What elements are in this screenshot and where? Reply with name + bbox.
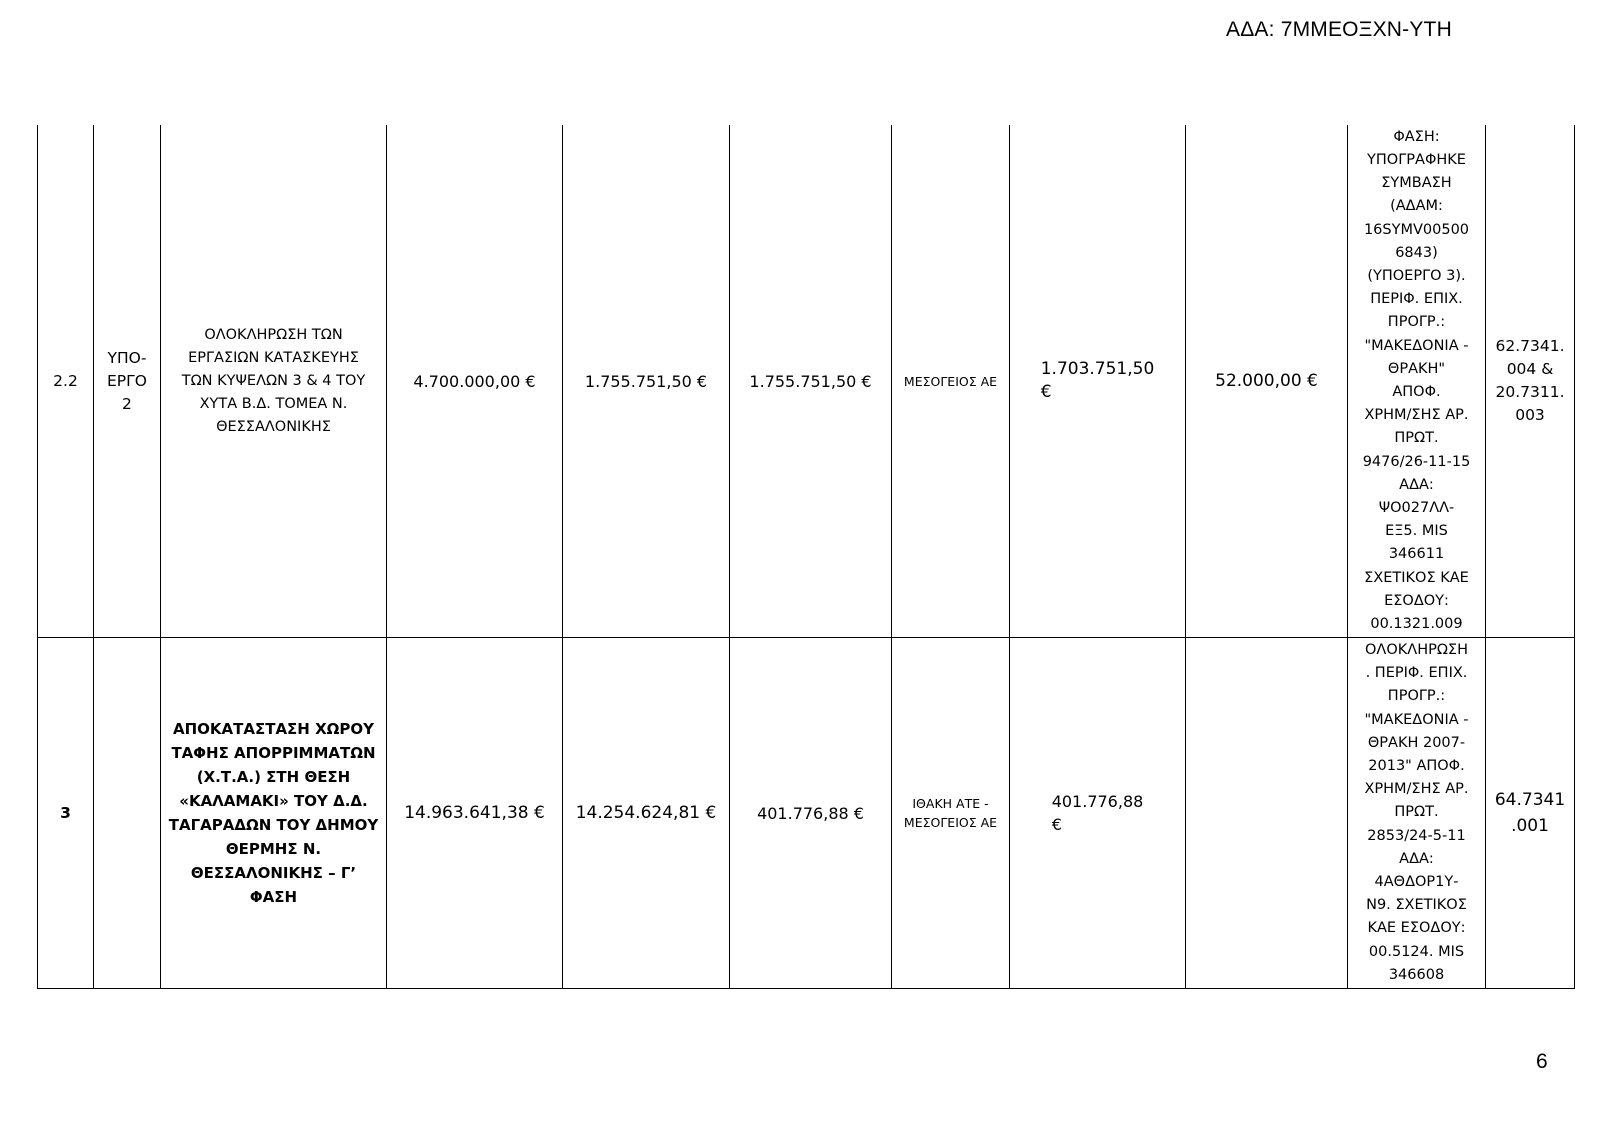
amount-col-6: 401.776,88 € bbox=[730, 638, 892, 989]
amount-col-8: 401.776,88 € bbox=[1010, 638, 1186, 989]
row-number: 2.2 bbox=[38, 125, 94, 638]
subproject-label: ΥΠΟ- ΕΡΓΟ 2 bbox=[94, 125, 161, 638]
project-title: ΑΠΟΚΑΤΑΣΤΑΣΗ ΧΩΡΟΥ ΤΑΦΗΣ ΑΠΟΡΡΙΜΜΑΤΩΝ (Χ.Τ.Α.) ΣΤΗ ΘΕΣΗ «ΚΑΛΑΜΑΚΙ» ΤΟΥ Δ.Δ. ΤΑΓΑΡΑΔΩΝ ΤΟΥ ΔΗΜΟΥ ΘΕΡΜΗΣ Ν. ΘΕΣΣΑΛΟΝΙΚΗΣ – Γ’ ΦΑΣΗ bbox=[161, 638, 387, 989]
amount-col-9: 52.000,00 € bbox=[1186, 125, 1348, 638]
funding-notes: ΟΛΟΚΛΗΡΩΣΗ . ΠΕΡΙΦ. ΕΠΙΧ. ΠΡΟΓΡ.: "ΜΑΚΕΔΟΝΙΑ - ΘΡΑΚΗ 2007- 2013" ΑΠΟΦ. ΧΡΗΜ/ΣΗΣ ΑΡ. ΠΡΩΤ. 2853/24-5-11 ΑΔΑ: 4ΑΘΔΟΡ1Υ- Ν9. ΣΧΕΤΙΚΟΣ ΚΑΕ ΕΣΟΔΟΥ: 00.5124. MIS 346608 bbox=[1348, 638, 1486, 989]
contractor-name: ΙΘΑΚΗ ΑΤΕ - ΜΕΣΟΓΕΙΟΣ ΑΕ bbox=[892, 638, 1010, 989]
budget-amount: 4.700.000,00 € bbox=[387, 125, 563, 638]
kae-code: 64.7341 .001 bbox=[1486, 638, 1575, 989]
table-row bbox=[38, 638, 1575, 989]
budget-amount: 14.963.641,38 € bbox=[387, 638, 563, 989]
row-number: 3 bbox=[38, 638, 94, 989]
funding-notes: ΦΑΣΗ: ΥΠΟΓΡΑΦΗΚΕ ΣΥΜΒΑΣΗ (ΑΔΑΜ: 16SYMV00500 6843) (ΥΠΟΕΡΓΟ 3). ΠΕΡΙΦ. ΕΠΙΧ. ΠΡΟΓΡ.: "ΜΑΚΕΔΟΝΙΑ - ΘΡΑΚΗ" ΑΠΟΦ. ΧΡΗΜ/ΣΗΣ ΑΡ. ΠΡΩΤ. 9476/26-11-15 ΑΔΑ: ΨΟ027ΛΛ- ΕΞ5. MIS 346611 ΣΧΕΤΙΚΟΣ ΚΑΕ ΕΣΟΔΟΥ: 00.1321.009 bbox=[1348, 125, 1486, 638]
amount-col-6: 1.755.751,50 € bbox=[730, 125, 892, 638]
project-title: ΟΛΟΚΛΗΡΩΣΗ ΤΩΝ ΕΡΓΑΣΙΩΝ ΚΑΤΑΣΚΕΥΗΣ ΤΩΝ ΚΥΨΕΛΩΝ 3 & 4 ΤΟΥ ΧΥΤΑ Β.Δ. ΤΟΜΕΑ Ν. ΘΕΣΣΑΛΟΝΙΚΗΣ bbox=[161, 125, 387, 638]
contract-amount: 1.755.751,50 € bbox=[563, 125, 730, 638]
ada-code: ΑΔΑ: 7ΜΜΕΟΞΧΝ-ΥΤΗ bbox=[1226, 18, 1452, 41]
subproject-label bbox=[94, 638, 161, 989]
table-row bbox=[38, 125, 1575, 638]
page-number: 6 bbox=[1536, 1050, 1548, 1073]
contractor-name: ΜΕΣΟΓΕΙΟΣ ΑΕ bbox=[892, 125, 1010, 638]
contract-amount: 14.254.624,81 € bbox=[563, 638, 730, 989]
amount-col-9 bbox=[1186, 638, 1348, 989]
projects-table bbox=[37, 125, 1575, 989]
kae-code: 62.7341. 004 & 20.7311. 003 bbox=[1486, 125, 1575, 638]
amount-col-8: 1.703.751,50 € bbox=[1010, 125, 1186, 638]
